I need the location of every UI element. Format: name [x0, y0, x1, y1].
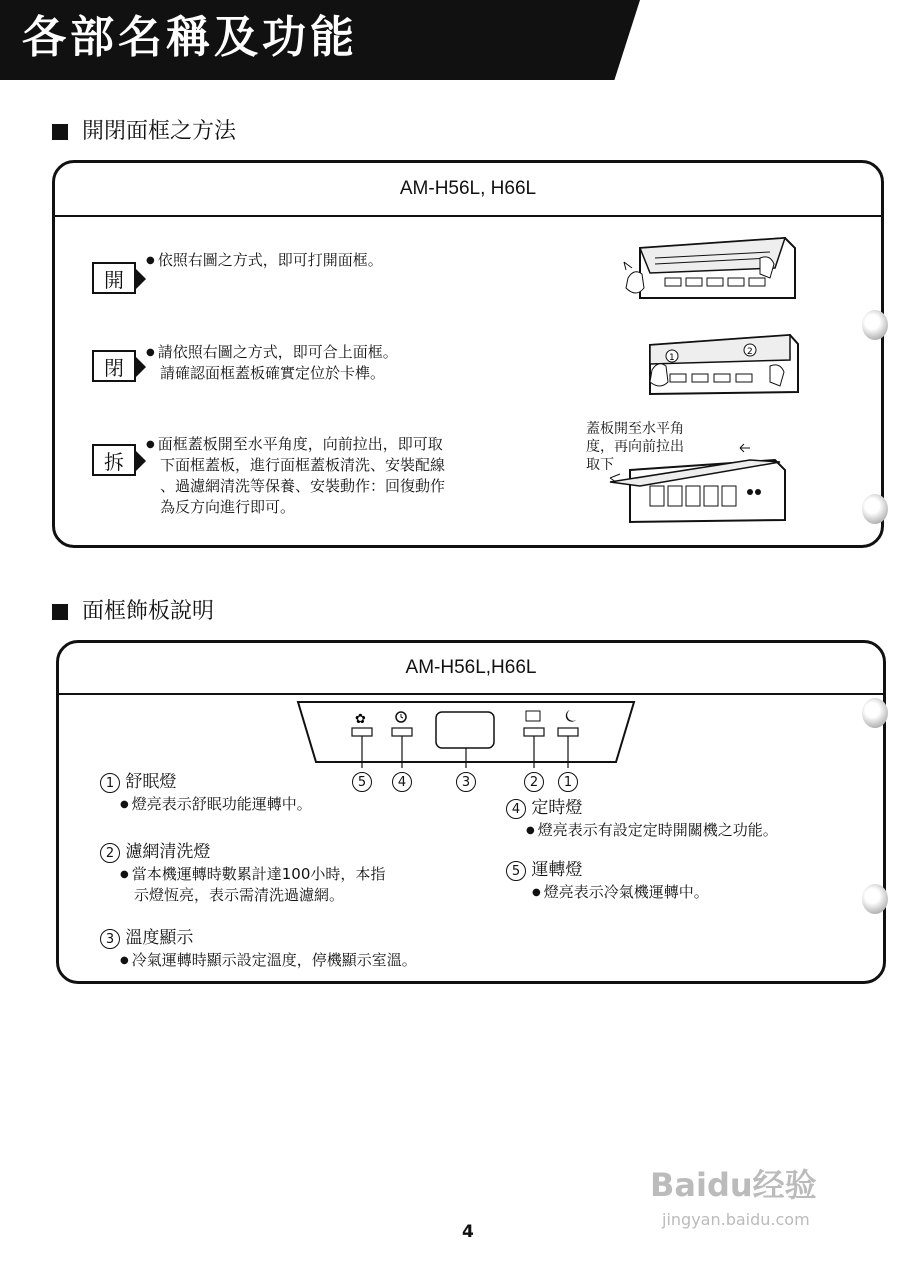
page-title: 各部名稱及功能 — [22, 12, 358, 63]
svg-text:1: 1 — [669, 353, 675, 363]
item-temp-display: 3 溫度顯示 ● 冷氣運轉時顯示設定溫度，停機顯示室溫。 — [100, 926, 417, 971]
svg-text:✿: ✿ — [355, 712, 366, 727]
callout-4: 4 — [392, 772, 412, 792]
callout-3: 3 — [456, 772, 476, 792]
close-illustration — [630, 330, 805, 410]
square-bullet-icon — [52, 124, 68, 140]
step-remove-text: ● 面框蓋板開至水平角度，向前拉出，即可取 下面框蓋板，進行面框蓋板清洗、安裝配線 、過濾網清洗等保養、安裝動作：回復動作 為反方向進行即可。 — [146, 434, 445, 518]
model-header: AM-H56L,H66L — [59, 643, 883, 695]
step-tag-remove: 拆 — [92, 444, 136, 476]
binder-hole-icon — [862, 310, 888, 340]
callout-5: 5 — [352, 772, 372, 792]
remove-illustration-note: 蓋板開至水平角 度，再向前拉出 取下 — [586, 421, 684, 473]
step-open-text: ● 依照右圖之方式，即可打開面框。 — [146, 250, 383, 271]
item-filter-light: 2 濾網清洗燈 ● 當本機運轉時數累計達100小時，本指 示燈恆亮，表示需清洗過濾網。 — [100, 840, 385, 906]
square-bullet-icon — [52, 604, 68, 620]
section-title-panel — [52, 598, 214, 626]
item-run-light: 5 運轉燈 ● 燈亮表示冷氣機運轉中。 — [506, 858, 709, 903]
callout-2: 2 — [524, 772, 544, 792]
step-tag-open: 開 — [92, 262, 136, 294]
callout-1: 1 — [558, 772, 578, 792]
binder-hole-icon — [862, 884, 888, 914]
model-header: AM-H56L, H66L — [55, 163, 881, 217]
step-tag-close: 閉 — [92, 350, 136, 382]
binder-hole-icon — [862, 698, 888, 728]
watermark-logo: Baidu经验 — [650, 1166, 817, 1204]
svg-text:2: 2 — [747, 347, 753, 357]
remove-illustration — [590, 430, 790, 530]
section-title-open-close — [52, 118, 236, 146]
display-panel-drawing — [294, 698, 638, 768]
open-illustration — [610, 228, 810, 318]
page-number: 4 — [462, 1222, 474, 1242]
section-title-text: 面框飾板說明 — [82, 599, 215, 624]
binder-hole-icon — [862, 494, 888, 524]
item-timer-light: 4 定時燈 ● 燈亮表示有設定定時開關機之功能。 — [506, 796, 778, 841]
step-close-text: ● 請依照右圖之方式，即可合上面框。 請確認面框蓋板確實定位於卡榫。 — [146, 342, 398, 384]
item-sleep-light: 1 舒眠燈 ● 燈亮表示舒眠功能運轉中。 — [100, 770, 312, 815]
section-title-text: 開閉面框之方法 — [82, 119, 237, 144]
watermark-url: jingyan.baidu.com — [662, 1210, 810, 1229]
